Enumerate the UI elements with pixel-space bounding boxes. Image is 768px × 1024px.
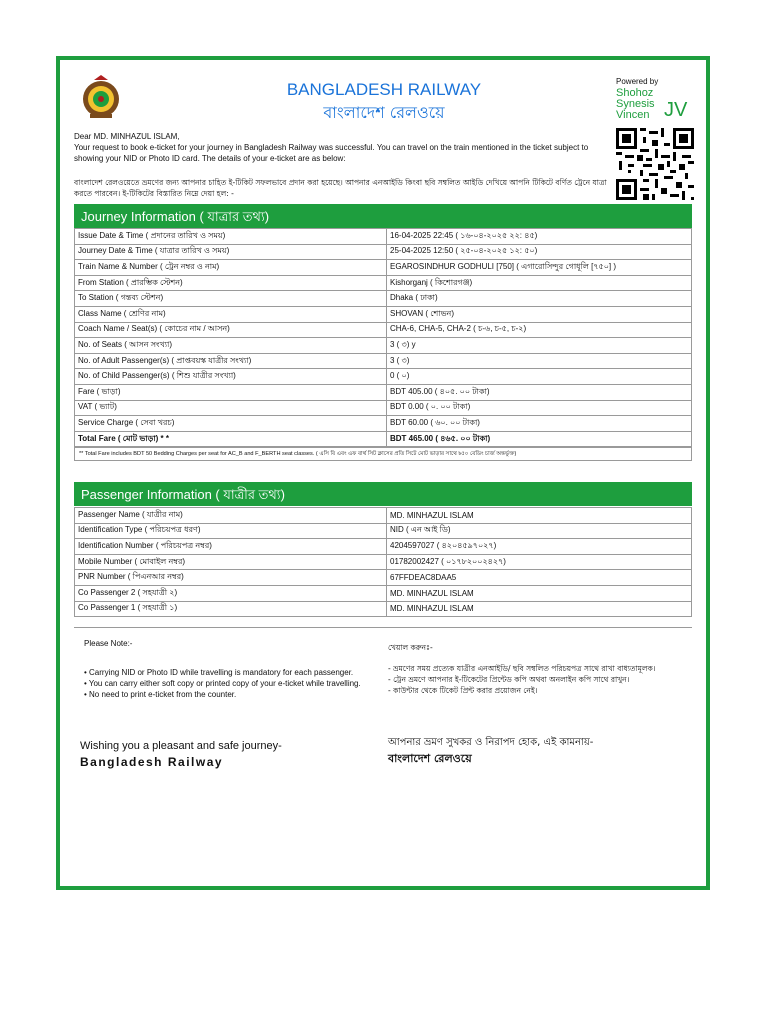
table-row xyxy=(75,384,692,400)
field-label: Journey Date & Time ( যাত্রার তারিখ ও সময়) xyxy=(75,244,387,260)
passenger-info-table xyxy=(74,507,692,617)
table-row xyxy=(75,539,692,555)
field-label: Fare ( ভাড়া) xyxy=(75,384,387,400)
field-value: SHOVAN ( শোভন) xyxy=(387,306,692,322)
powered-by-label: Powered by xyxy=(616,77,659,86)
table-row xyxy=(75,570,692,586)
field-label: Coach Name / Seat(s) ( কোচের নাম / আসন) xyxy=(75,322,387,338)
field-value: MD. MINHAZUL ISLAM xyxy=(387,601,692,617)
journey-info-heading: Journey Information ( যাত্রার তথ্য) xyxy=(74,204,692,228)
table-row xyxy=(75,508,692,524)
field-label: No. of Child Passenger(s) ( শিশু যাত্রীর সংখ্যা) xyxy=(75,369,387,385)
table-row xyxy=(75,431,692,447)
closing-wish-bangla: আপনার ভ্রমণ সুখকর ও নিরাপদ হোক, এই কামনায়- xyxy=(388,737,594,748)
table-row xyxy=(75,291,692,307)
table-row xyxy=(75,554,692,570)
brand-line-2: Synesis xyxy=(616,98,655,110)
field-value: 4204597027 ( ৪২০৪৫৯৭০২৭) xyxy=(387,539,692,555)
table-row xyxy=(75,523,692,539)
table-row xyxy=(75,400,692,416)
total-fare-footnote: ** Total Fare includes BDT 50 Bedding Charges per seat for AC_B and F_BERTH seat classes. ( এসি বি এবং এফ বার্থ সিট ক্লাসের প্রতি সিটে মোট ভাড়ার সাথে ৳৫০ বেডিং চার্জ অন্তর্ভুক্ত) xyxy=(74,447,692,461)
field-label: PNR Number ( পিএনআর নম্বর) xyxy=(75,570,387,586)
table-row xyxy=(75,229,692,245)
title-english: BANGLADESH RAILWAY xyxy=(286,80,482,99)
field-label: Issue Date & Time ( প্রদানের তারিখ ও সময়) xyxy=(75,229,387,245)
please-note-heading-bn: খেয়াল করুনঃ- xyxy=(388,643,433,652)
field-value: 3 ( ৩) y xyxy=(387,338,692,354)
table-row xyxy=(75,306,692,322)
field-label: Service Charge ( সেবা খরচ) xyxy=(75,416,387,432)
brand-line-1: Shohoz xyxy=(616,87,654,99)
title-bangla: বাংলাদেশ রেলওয়ে xyxy=(323,103,445,122)
table-row xyxy=(75,322,692,338)
field-value: CHA-6, CHA-5, CHA-2 ( চ-৬, চ-৫, চ-২) xyxy=(387,322,692,338)
field-value: Dhaka ( ঢাকা) xyxy=(387,291,692,307)
journey-info-table xyxy=(74,228,692,447)
note-item-bn: - ট্রেন ভ্রমণে আপনার ই-টিকেটের প্রিন্টেড কপি অথবা অনলাইন কপি সাথে রাখুন। xyxy=(388,675,630,684)
please-note-heading: Please Note:- xyxy=(84,639,133,648)
field-value: 3 ( ৩) xyxy=(387,353,692,369)
field-label: Passenger Name ( যাত্রীর নাম) xyxy=(75,508,387,524)
table-row xyxy=(75,601,692,617)
table-row xyxy=(75,416,692,432)
passenger-info-heading: Passenger Information ( যাত্রীর তথ্য) xyxy=(74,482,692,506)
note-item-bn: - ভ্রমণের সময় প্রত্যেক যাত্রীর এনআইডি/ ছবি সম্বলিত পরিচয়পত্র সাথে রাখা বাধ্যতামূলক। xyxy=(388,664,656,673)
table-row xyxy=(75,260,692,276)
field-label: Co Passenger 1 ( সহযাত্রী ১) xyxy=(75,601,387,617)
field-label: Identification Number ( পরিচয়পত্র নম্বর) xyxy=(75,539,387,555)
greeting: Dear MD. MINHAZUL ISLAM, xyxy=(74,132,180,141)
closing-wish-english: Wishing you a pleasant and safe journey- xyxy=(80,740,282,752)
field-label: VAT ( ভ্যাট) xyxy=(75,400,387,416)
field-label: Class Name ( শ্রেণির নাম) xyxy=(75,306,387,322)
field-value: MD. MINHAZUL ISLAM xyxy=(387,585,692,601)
intro-text-bangla: বাংলাদেশ রেলওয়েতে ভ্রমণের জন্য আপনার চাহিত ই-টিকিট সফলভাবে প্রদান করা হয়েছে। আপনার এনআইডি কিংবা ছবি সম্বলিত আইডি দেখিয়ে আপনি টিকিটে বর্ণিত ট্রেনে যাত্রা করতে পারবেন। ই-টিকিটের বিস্তারিত নিম্নে দেয়া হল: - xyxy=(74,178,607,198)
field-label: Total Fare ( মোট ভাড়া) * * xyxy=(75,431,387,447)
please-note-english xyxy=(84,638,384,700)
field-value: EGAROSINDHUR GODHULI [750] ( এগারোসিন্দুর গোধূলি [৭৫০] ) xyxy=(387,260,692,276)
powered-by-brand xyxy=(616,88,655,121)
note-item-en: • No need to print e-ticket from the counter. xyxy=(84,690,237,699)
field-value: BDT 405.00 ( ৪০৫. ০০ টাকা) xyxy=(387,384,692,400)
brand-jv: JV xyxy=(664,99,688,121)
field-value: BDT 0.00 ( ০. ০০ টাকা) xyxy=(387,400,692,416)
table-row xyxy=(75,353,692,369)
table-row xyxy=(75,338,692,354)
closing-signature-bangla: বাংলাদেশ রেলওয়ে xyxy=(388,752,472,765)
field-label: Mobile Number ( মোবাইল নম্বর) xyxy=(75,554,387,570)
note-item-bn: - কাউন্টার থেকে টিকেট প্রিন্ট করার প্রয়োজন নেই। xyxy=(388,686,538,695)
qr-code-icon xyxy=(616,128,694,200)
field-value: 25-04-2025 12:50 ( ২৫-০৪-২০২৫ ১২: ৫০) xyxy=(387,244,692,260)
note-item-en: • You can carry either soft copy or printed copy of your e-ticket while travelling. xyxy=(84,679,361,688)
table-row xyxy=(75,369,692,385)
field-value: 16-04-2025 22:45 ( ১৬-০৪-২০২৫ ২২: ৪৫) xyxy=(387,229,692,245)
field-label: Co Passenger 2 ( সহযাত্রী ২) xyxy=(75,585,387,601)
field-value: NID ( এন আই ডি) xyxy=(387,523,692,539)
intro-body: Your request to book e-ticket for your journey in Bangladesh Railway was successful. You can travel on the train mentioned in the ticket subject to showing your NID or Photo ID card. The details of your e-ticket are as below: xyxy=(74,143,589,163)
field-value: 0 ( ০) xyxy=(387,369,692,385)
closing-signature-english: Bangladesh Railway xyxy=(80,755,224,769)
please-note-bangla xyxy=(388,642,698,696)
field-value: BDT 465.00 ( ৪৬৫. ০০ টাকা) xyxy=(387,431,692,447)
note-item-en: • Carrying NID or Photo ID while travelling is mandatory for each passenger. xyxy=(84,668,354,677)
field-label: From Station ( প্রারম্ভিক স্টেশন) xyxy=(75,275,387,291)
field-value: BDT 60.00 ( ৬০. ০০ টাকা) xyxy=(387,416,692,432)
field-value: 67FFDEAC8DAA5 xyxy=(387,570,692,586)
table-row xyxy=(75,244,692,260)
brand-line-3: Vincen xyxy=(616,109,650,121)
field-value: 01782002427 ( ০১৭৮২০০২৪২৭) xyxy=(387,554,692,570)
field-label: Train Name & Number ( ট্রেন নম্বর ও নাম) xyxy=(75,260,387,276)
intro-text-english xyxy=(74,131,614,164)
field-label: To Station ( গন্তব্য স্টেশন) xyxy=(75,291,387,307)
field-label: No. of Adult Passenger(s) ( প্রাপ্তবয়স্ক যাত্রীর সংখ্যা) xyxy=(75,353,387,369)
table-row xyxy=(75,275,692,291)
field-value: MD. MINHAZUL ISLAM xyxy=(387,508,692,524)
field-label: Identification Type ( পরিচয়পত্র ধরণ) xyxy=(75,523,387,539)
table-row xyxy=(75,585,692,601)
field-label: No. of Seats ( আসন সংখ্যা) xyxy=(75,338,387,354)
field-value: Kishorganj ( কিশোরগঞ্জ) xyxy=(387,275,692,291)
